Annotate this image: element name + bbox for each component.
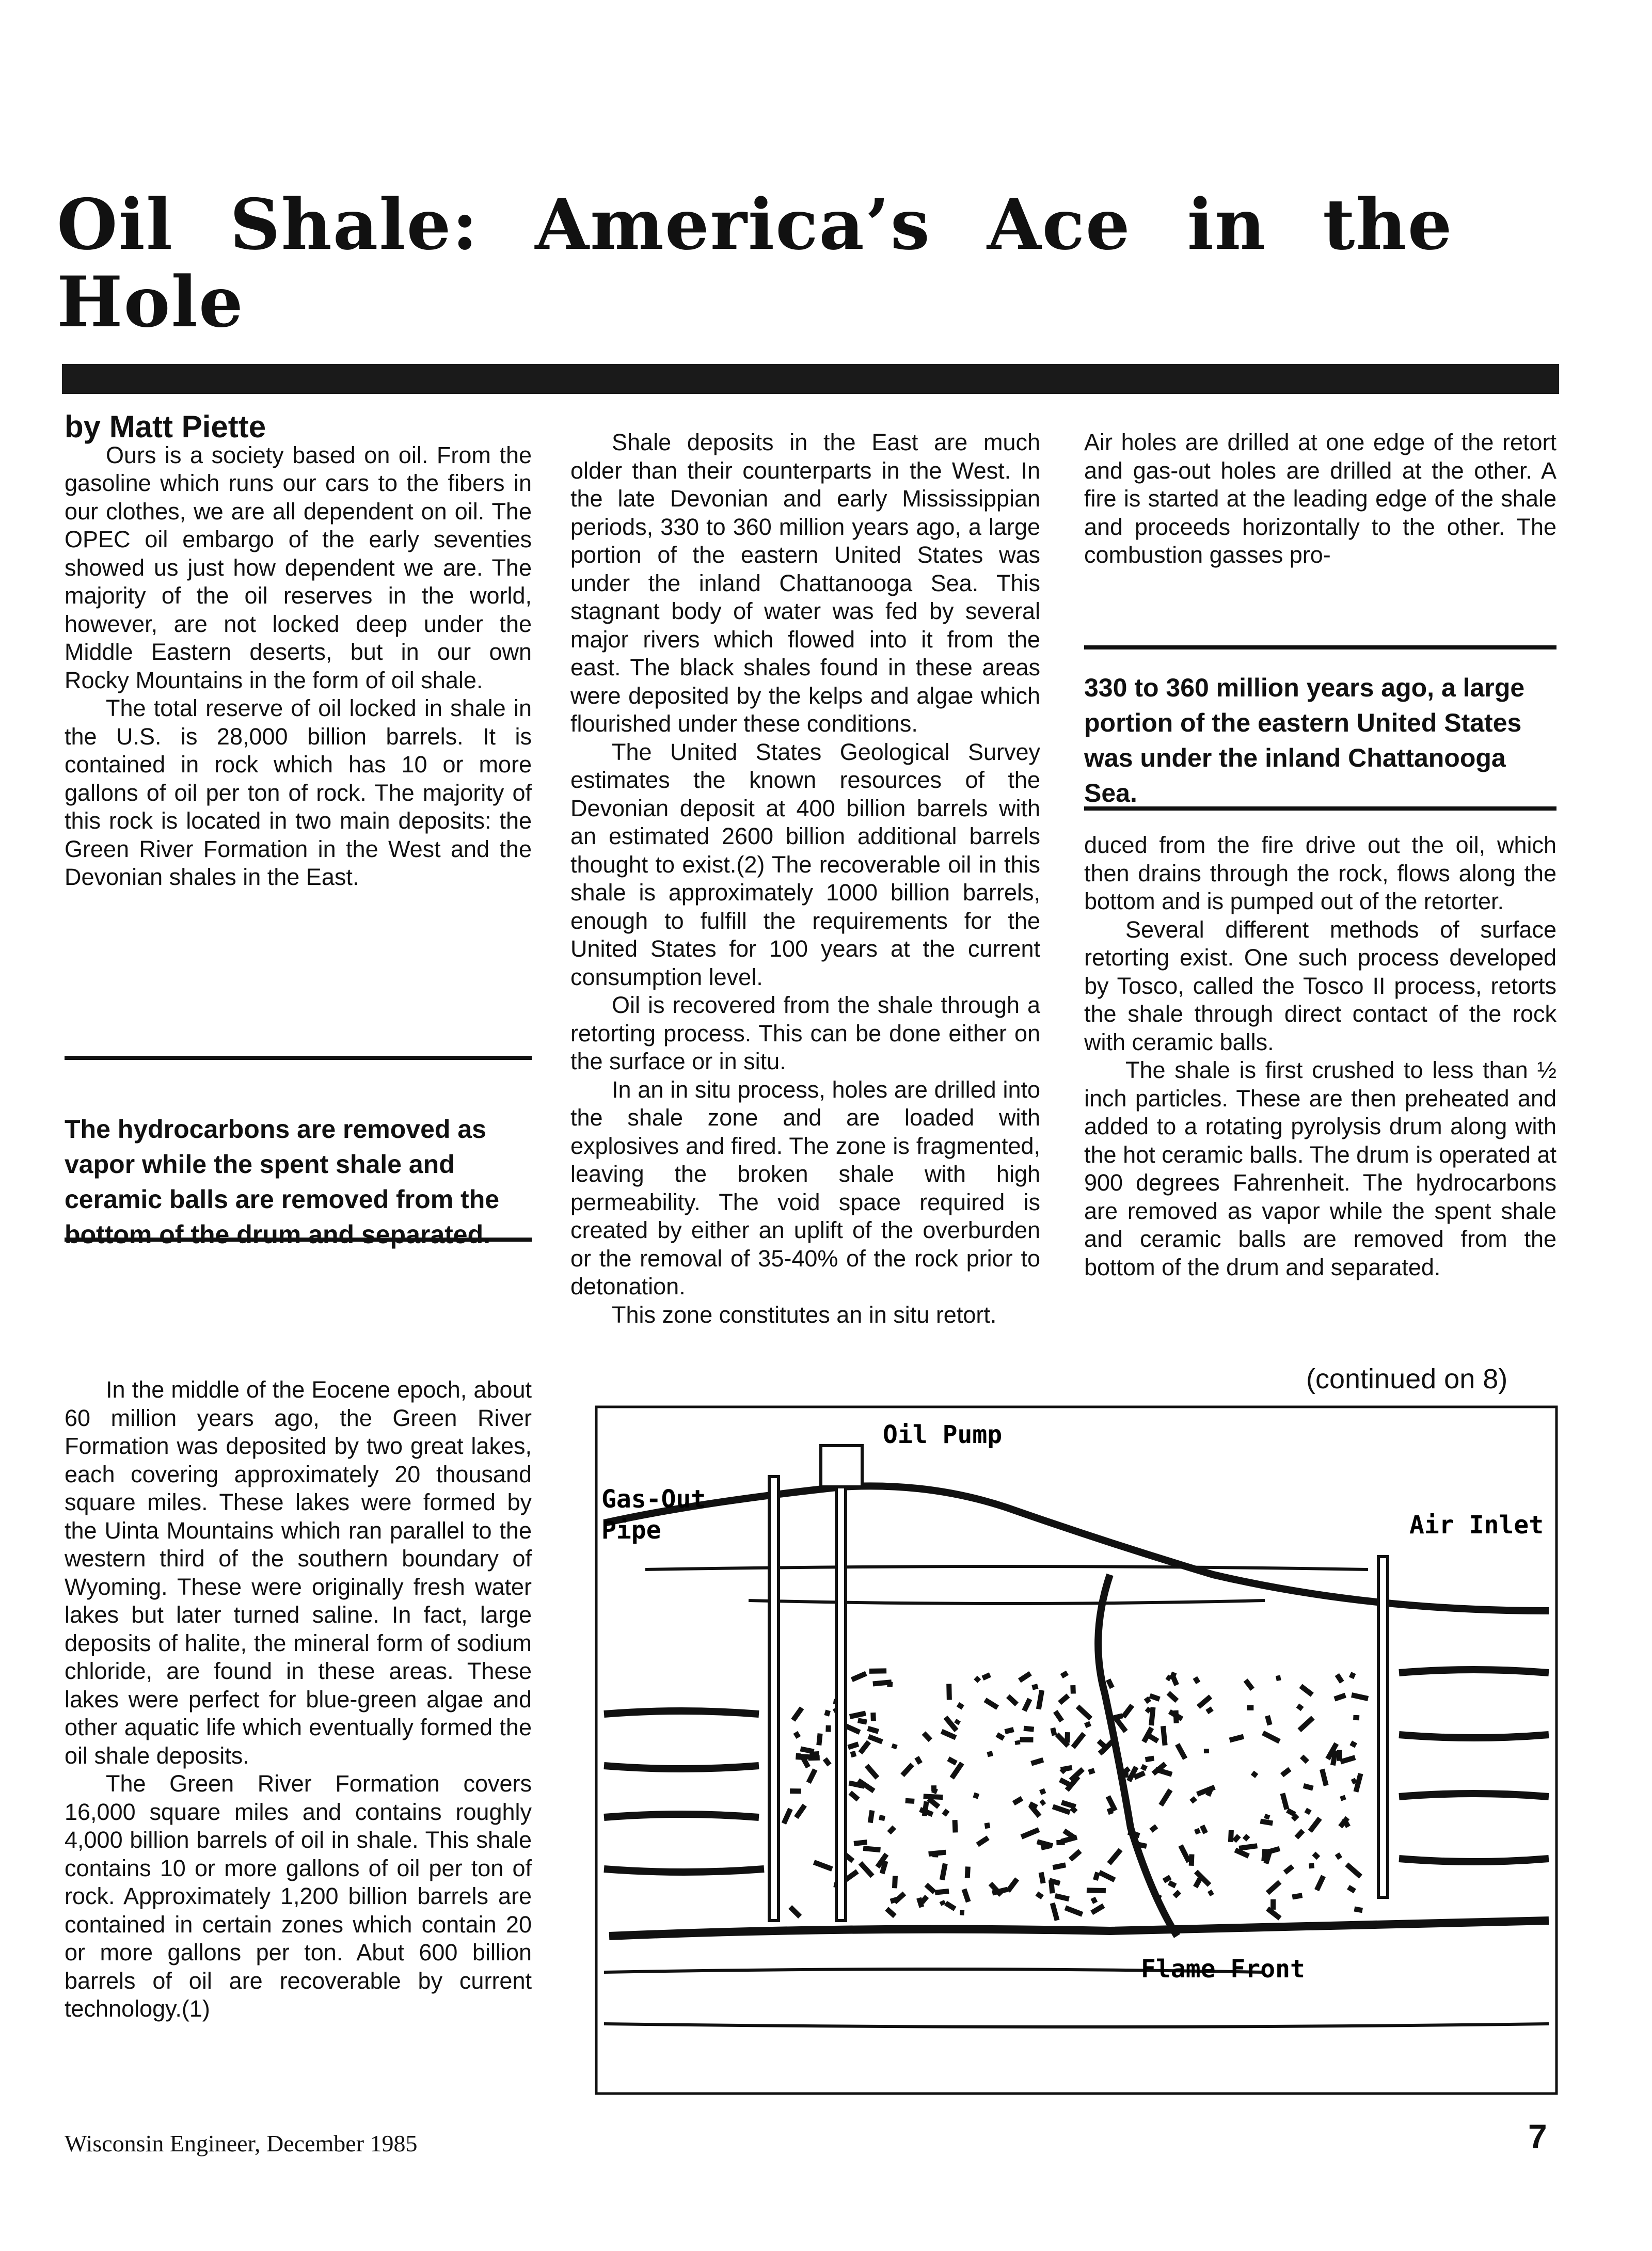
rubble-fragment bbox=[984, 1822, 991, 1829]
rubble-fragment bbox=[954, 1719, 961, 1725]
rubble-fragment bbox=[1158, 1788, 1172, 1806]
rubble-fragment bbox=[1175, 1743, 1187, 1760]
rubble-fragment bbox=[1189, 1796, 1197, 1804]
rubble-fragment bbox=[870, 1713, 876, 1721]
rubble-fragment bbox=[1069, 1849, 1082, 1861]
rubble-fragment bbox=[1303, 1783, 1314, 1791]
publication-footer: Wisconsin Engineer, December 1985 bbox=[65, 2130, 418, 2157]
column-1 bbox=[65, 409, 532, 892]
rubble-fragment bbox=[1030, 1757, 1044, 1766]
rubble-fragment bbox=[1161, 1726, 1168, 1746]
rubble-fragment bbox=[944, 1716, 959, 1732]
rubble-fragment bbox=[1297, 1716, 1314, 1732]
rubble-fragment bbox=[923, 1794, 943, 1800]
page-number: 7 bbox=[1528, 2117, 1547, 2155]
rubble-fragment bbox=[1071, 1732, 1086, 1749]
rubble-fragment bbox=[925, 1883, 936, 1894]
rubble-fragment bbox=[1333, 1693, 1346, 1702]
rubble-fragment bbox=[823, 1757, 832, 1767]
rubble-fragment bbox=[1140, 1764, 1148, 1771]
rubble-fragment bbox=[788, 1905, 802, 1919]
rubble-fragment bbox=[869, 1668, 886, 1674]
rubble-fragment bbox=[1193, 1676, 1201, 1684]
rubble-fragment bbox=[816, 1733, 822, 1746]
rubble-fragment bbox=[1243, 1834, 1250, 1842]
rubble-fragment bbox=[1020, 1737, 1034, 1742]
rubble-fragment bbox=[983, 1698, 999, 1710]
rubble-fragment bbox=[813, 1860, 833, 1872]
paragraph: Oil is recovered from the shale through a retorting process. This can be done either on the surface or in situ. bbox=[570, 992, 1040, 1074]
rubble-fragment bbox=[1283, 1864, 1294, 1875]
rubble-fragment bbox=[800, 1747, 815, 1754]
rubble-fragment bbox=[865, 1764, 879, 1780]
rubble-fragment bbox=[1055, 1893, 1070, 1901]
rubble-fragment bbox=[1296, 1703, 1304, 1711]
rubble-fragment bbox=[887, 1826, 896, 1835]
rubble-fragment bbox=[1023, 1726, 1034, 1732]
rubble-fragment bbox=[905, 1798, 914, 1804]
article-title: Oil Shale: America’s Ace in the Hole bbox=[57, 183, 1453, 343]
rubble-fragment bbox=[854, 1840, 868, 1846]
rubble-fragment bbox=[824, 1710, 831, 1717]
rubble-fragment bbox=[1314, 1875, 1326, 1892]
rubble-fragment bbox=[1204, 1749, 1209, 1753]
rubble-fragment bbox=[935, 1889, 949, 1895]
rubble-fragment bbox=[1050, 1727, 1057, 1736]
rubble-fragment bbox=[1004, 1727, 1014, 1734]
rubble-fragment bbox=[806, 1768, 818, 1784]
stratum-line bbox=[749, 1600, 1265, 1604]
continued-note: (continued on 8) bbox=[1306, 1364, 1508, 1394]
rubble-fragment bbox=[1107, 1848, 1122, 1865]
rubble-fragment bbox=[1170, 1673, 1179, 1686]
rubble-fragment bbox=[1264, 1814, 1270, 1820]
rubble-fragment bbox=[1309, 1863, 1314, 1868]
rubble-fragment bbox=[1021, 1827, 1040, 1839]
rubble-fragment bbox=[1006, 1694, 1019, 1706]
rubble-fragment bbox=[932, 1852, 939, 1858]
pull-quote-2 bbox=[1084, 645, 1556, 811]
rubble-fragment bbox=[1280, 1793, 1290, 1810]
rubble-fragment bbox=[960, 1910, 964, 1915]
rubble-fragment bbox=[1039, 1872, 1046, 1884]
rubble-fragment bbox=[1294, 1829, 1305, 1839]
rubble-fragment bbox=[957, 1702, 964, 1710]
rubble-fragment bbox=[1349, 1672, 1356, 1679]
paragraph: duced from the fire drive out the oil, which then drains through the rock, flows along the bottom and is pumped out of the retorter. bbox=[1084, 832, 1556, 914]
flame-front-label: Flame Front bbox=[1141, 1955, 1305, 1984]
paragraph: The United States Geological Survey estimates the known resources of the Devonian deposit at 400 billion barrels with an estimated 2600 billion additional barrels thought to exist.(2) The recoverable oil in this shale is approximately 1000 billion barrels, enough to fulfill the requirements for the United States for 100 years at the current consumption level. bbox=[570, 738, 1040, 990]
paragraph: Ours is a society based on oil. From the gasoline which runs our cars to the fibers in our clothes, we are all dependent on oil. The OPEC oil embargo of the early seventies showed us just how dependent we are. The majority of the oil reserves in the world, however, are not locked deep under the Middle Eastern deserts, but in our own Rocky Mountains in the form of oil shale. bbox=[65, 441, 532, 693]
rubble-fragment bbox=[1340, 1795, 1346, 1801]
rubble-fragment bbox=[946, 1684, 952, 1700]
rubble-fragment bbox=[1299, 1684, 1314, 1697]
rubble-fragment bbox=[1018, 1671, 1032, 1683]
rubble-fragment bbox=[1149, 1824, 1158, 1832]
rubble-fragment bbox=[825, 1725, 831, 1732]
rubble-fragment bbox=[965, 1866, 971, 1878]
rubble-fragment bbox=[1145, 1756, 1154, 1763]
rubble-fragment bbox=[1247, 1705, 1253, 1710]
paragraph: The total reserve of oil locked in shale in the U.S. is 28,000 billion barrels. It is contained in rock which has 10 or more gallons of oil per ton of rock. The majority of this rock is located in two main deposits: the Green River Formation in the West and the Devonian shales in the East. bbox=[65, 695, 532, 890]
rubble-fragment bbox=[1031, 1684, 1038, 1690]
rubble-fragment bbox=[1244, 1678, 1254, 1691]
rubble-fragment bbox=[1196, 1785, 1216, 1797]
rubble-fragment bbox=[944, 1901, 956, 1911]
oil-pump bbox=[821, 1446, 862, 1487]
pull-quote-1 bbox=[65, 1056, 532, 1249]
rubble-fragment bbox=[1090, 1904, 1105, 1915]
rubble-fragment bbox=[1059, 1778, 1070, 1787]
rubble-fragment bbox=[1312, 1851, 1320, 1860]
stratum-line bbox=[604, 1711, 759, 1714]
rubble-fragment bbox=[892, 1876, 898, 1888]
rubble-fragment bbox=[1320, 1769, 1329, 1786]
rubble-fragment bbox=[857, 1718, 867, 1724]
rubble-fragment bbox=[942, 1809, 949, 1817]
rubble-fragment bbox=[1260, 1819, 1274, 1826]
stratum-line bbox=[1399, 1670, 1549, 1673]
rubble-fragment bbox=[1056, 1840, 1065, 1846]
rubble-fragment bbox=[914, 1756, 923, 1765]
in-situ-retort-diagram bbox=[594, 1404, 1559, 2096]
rubble-fragment bbox=[891, 1743, 897, 1750]
pull-quote-text: The hydrocarbons are removed as vapor while the spent shale and ceramic balls are removed from the bottom of the drum and separated. bbox=[65, 1115, 500, 1249]
paragraph: Air holes are drilled at one edge of the retort and gas-out holes are drilled at the other. A fire is started at the leading edge of the shale and proceeds horizontally to the other. The combustion gasses pro- bbox=[1084, 429, 1556, 568]
column-3 bbox=[1084, 429, 1556, 569]
rubble-fragment bbox=[1200, 1825, 1208, 1834]
paragraph: This zone constitutes an in situ retort. bbox=[612, 1301, 997, 1328]
rubble-fragment bbox=[1036, 1690, 1044, 1709]
air-inlet-label: Air Inlet bbox=[1409, 1511, 1544, 1540]
rubble-fragment bbox=[1208, 1890, 1214, 1896]
rubble-fragment bbox=[1022, 1698, 1032, 1712]
rubble-fragment bbox=[1172, 1890, 1181, 1898]
rubble-fragment bbox=[1228, 1830, 1234, 1842]
rubble-fragment bbox=[1121, 1704, 1134, 1719]
rubble-fragment bbox=[1091, 1897, 1098, 1904]
stratum-line bbox=[604, 2024, 1549, 2027]
paragraph: The Green River Formation covers 16,000 square miles and contains roughly 4,000 billion barrels of oil in shale. This shale contains 10 or more gallons of oil per ton of rock. Approximately 1,200 billion barrels are contained in certain zones which contain 20 or more gallons per ton. Abut 600 billion barrels of oil are recoverable by current technology.(1) bbox=[65, 1770, 532, 2022]
rubble-zone bbox=[782, 1668, 1369, 1921]
rubble-fragment bbox=[796, 1753, 801, 1760]
rubble-fragment bbox=[1087, 1888, 1106, 1893]
rubble-fragment bbox=[1076, 1705, 1092, 1721]
rubble-fragment bbox=[1351, 1692, 1369, 1701]
stratum-line bbox=[1399, 1794, 1549, 1797]
rubble-fragment bbox=[976, 1835, 990, 1847]
rubble-fragment bbox=[974, 1676, 981, 1683]
stratum-line bbox=[604, 1766, 759, 1769]
rubble-fragment bbox=[879, 1815, 885, 1821]
rubble-fragment bbox=[1050, 1903, 1060, 1921]
rubble-fragment bbox=[790, 1788, 801, 1794]
rubble-fragment bbox=[1167, 1691, 1179, 1703]
byline: by Matt Piette bbox=[65, 409, 266, 444]
pull-quote-text: 330 to 360 million years ago, a large portion of the eastern United States was under the inland Chattanooga Sea. bbox=[1084, 673, 1525, 807]
rubble-fragment bbox=[1345, 1862, 1362, 1878]
column-3-continued bbox=[1084, 831, 1556, 1281]
rubble-fragment bbox=[1354, 1906, 1363, 1913]
rubble-fragment bbox=[793, 1731, 801, 1739]
stratum-line bbox=[645, 1566, 1368, 1570]
gas-out-label-2: Pipe bbox=[601, 1516, 661, 1545]
column-2 bbox=[570, 429, 1040, 1329]
paragraph: In the middle of the Eocene epoch, about 60 million years ago, the Green River Formation was deposited by two great lakes, each covering approximately 20 thousand square miles. These lakes were formed by the Uinta Mountains which ran parallel to the western third of the southern boundary of Wyoming. These were originally fresh water lakes but later turned saline. In fact, large deposits of halite, the mineral form of sodium chloride, are found in these areas. These lakes were perfect for blue-green algae and other aquatic life which eventually formed the oil shale deposits. bbox=[65, 1376, 532, 1769]
rubble-fragment bbox=[1014, 1740, 1020, 1745]
rubble-fragment bbox=[973, 1793, 979, 1799]
rubble-fragment bbox=[1300, 1754, 1309, 1764]
rubble-fragment bbox=[791, 1706, 804, 1722]
title-rule bbox=[62, 364, 1559, 394]
rubble-fragment bbox=[1262, 1731, 1281, 1743]
rubble-fragment bbox=[1060, 1765, 1073, 1772]
stratum-line bbox=[1399, 1735, 1549, 1738]
rubble-fragment bbox=[1229, 1734, 1245, 1743]
rubble-fragment bbox=[1065, 1905, 1084, 1916]
paragraph: Shale deposits in the East are much older than their counterparts in the West. In the late Devonian and early Mississippian periods, 330 to 360 million years ago, a large portion of the eastern United States was under the inland Chattanooga Sea. This stagnant body of water was fed by several major rivers which flowed into it from the east. The black shales found in these areas were deposited by the kelps and algae which flourished under these conditions. bbox=[570, 429, 1040, 737]
rubble-fragment bbox=[782, 1808, 793, 1825]
stratum-line bbox=[604, 1869, 764, 1872]
rubble-fragment bbox=[849, 1710, 866, 1719]
rubble-fragment bbox=[851, 1671, 867, 1682]
rubble-fragment bbox=[847, 1741, 859, 1750]
paragraph: In an in situ process, holes are drilled into the shale zone and are loaded with explosives and fired. The zone is fragmented, leaving the broken shale with high permeability. The void space required is created by either an uplift of the overburden or the removal of 35-40% of the rock prior to detonation. bbox=[570, 1076, 1040, 1299]
rubble-fragment bbox=[1335, 1852, 1342, 1860]
rubble-fragment bbox=[1270, 1899, 1276, 1910]
rubble-fragment bbox=[1106, 1678, 1115, 1689]
oil-pump-pipe bbox=[836, 1487, 846, 1921]
rubble-fragment bbox=[950, 1762, 964, 1780]
rubble-fragment bbox=[1238, 1843, 1258, 1851]
rubble-fragment bbox=[1335, 1673, 1344, 1684]
rubble-fragment bbox=[940, 1863, 948, 1881]
rubble-fragment bbox=[1189, 1854, 1195, 1866]
rubble-fragment bbox=[1265, 1715, 1272, 1725]
rubble-fragment bbox=[1036, 1891, 1044, 1899]
rubble-fragment bbox=[1070, 1685, 1076, 1694]
rubble-fragment bbox=[996, 1732, 1005, 1740]
rubble-fragment bbox=[1039, 1788, 1046, 1795]
rubble-fragment bbox=[1308, 1817, 1322, 1833]
gas-out-label: Gas-Out bbox=[601, 1485, 706, 1514]
air-inlet-pipe bbox=[1378, 1557, 1388, 1897]
rubble-fragment bbox=[848, 1790, 860, 1801]
rubble-fragment bbox=[859, 1861, 875, 1878]
rubble-fragment bbox=[1205, 1706, 1214, 1714]
ground-surface bbox=[604, 1486, 1549, 1611]
rubble-fragment bbox=[947, 1756, 957, 1765]
rubble-fragment bbox=[952, 1820, 958, 1833]
rubble-fragment bbox=[850, 1751, 857, 1757]
rubble-fragment bbox=[1084, 1721, 1091, 1728]
rubble-fragment bbox=[1292, 1893, 1302, 1899]
rubble-fragment bbox=[1012, 1796, 1023, 1805]
rubble-fragment bbox=[1093, 1872, 1100, 1881]
rubble-fragment bbox=[1251, 1771, 1258, 1778]
rubble-fragment bbox=[1353, 1715, 1359, 1721]
rubble-fragment bbox=[900, 1763, 914, 1777]
rubble-fragment bbox=[1347, 1885, 1356, 1893]
flame-front-line bbox=[609, 1921, 1549, 1936]
strata-lines bbox=[604, 1566, 1549, 2027]
column-1-continued bbox=[65, 1376, 532, 2023]
rubble-fragment bbox=[1194, 1828, 1201, 1835]
rubble-fragment bbox=[1305, 1808, 1312, 1815]
oil-pump-label: Oil Pump bbox=[883, 1420, 1003, 1449]
rubble-fragment bbox=[1088, 1768, 1095, 1774]
rubble-fragment bbox=[887, 1682, 893, 1687]
paragraph: Several different methods of surface retorting exist. One such process developed by Tosco, called the Tosco II process, retorts the shale through direct contact of the rock with ceramic balls. bbox=[1084, 916, 1556, 1055]
rubble-fragment bbox=[1168, 1880, 1177, 1888]
gas-out-pipe bbox=[769, 1477, 779, 1921]
rubble-fragment bbox=[1098, 1870, 1116, 1882]
rubble-fragment bbox=[1053, 1862, 1067, 1870]
rubble-fragment bbox=[1039, 1799, 1046, 1806]
rubble-fragment bbox=[1060, 1671, 1069, 1678]
rubble-fragment bbox=[1280, 1767, 1292, 1778]
paragraph: The shale is first crushed to less than ½ inch particles. These are then preheated and added to a rotating pyrolysis drum along with the hot ceramic balls. The drum is operated at 900 degrees Fahrenheit. The hydrocarbons are removed as vapor while the spent shale and ceramic balls are removed from the bottom of the drum and separated. bbox=[1084, 1057, 1556, 1280]
rubble-fragment bbox=[885, 1907, 897, 1918]
rubble-fragment bbox=[1053, 1710, 1064, 1722]
rubble-fragment bbox=[863, 1846, 881, 1852]
rubble-fragment bbox=[1197, 1694, 1212, 1709]
stratum-line bbox=[604, 1814, 759, 1817]
rubble-fragment bbox=[987, 1751, 993, 1757]
rubble-fragment bbox=[1349, 1740, 1357, 1748]
rubble-fragment bbox=[868, 1810, 875, 1823]
rubble-fragment bbox=[981, 1672, 991, 1681]
rubble-fragment bbox=[1266, 1880, 1282, 1895]
diagram-frame bbox=[596, 1407, 1556, 2094]
rubble-fragment bbox=[1276, 1675, 1281, 1682]
rubble-fragment bbox=[867, 1726, 879, 1734]
rubble-fragment bbox=[794, 1804, 807, 1819]
rubble-fragment bbox=[962, 1889, 971, 1903]
stratum-line bbox=[1399, 1859, 1549, 1862]
rubble-fragment bbox=[1006, 1877, 1019, 1893]
rubble-fragment bbox=[1058, 1693, 1070, 1705]
rubble-fragment bbox=[858, 1740, 871, 1755]
rubble-fragment bbox=[922, 1731, 932, 1742]
